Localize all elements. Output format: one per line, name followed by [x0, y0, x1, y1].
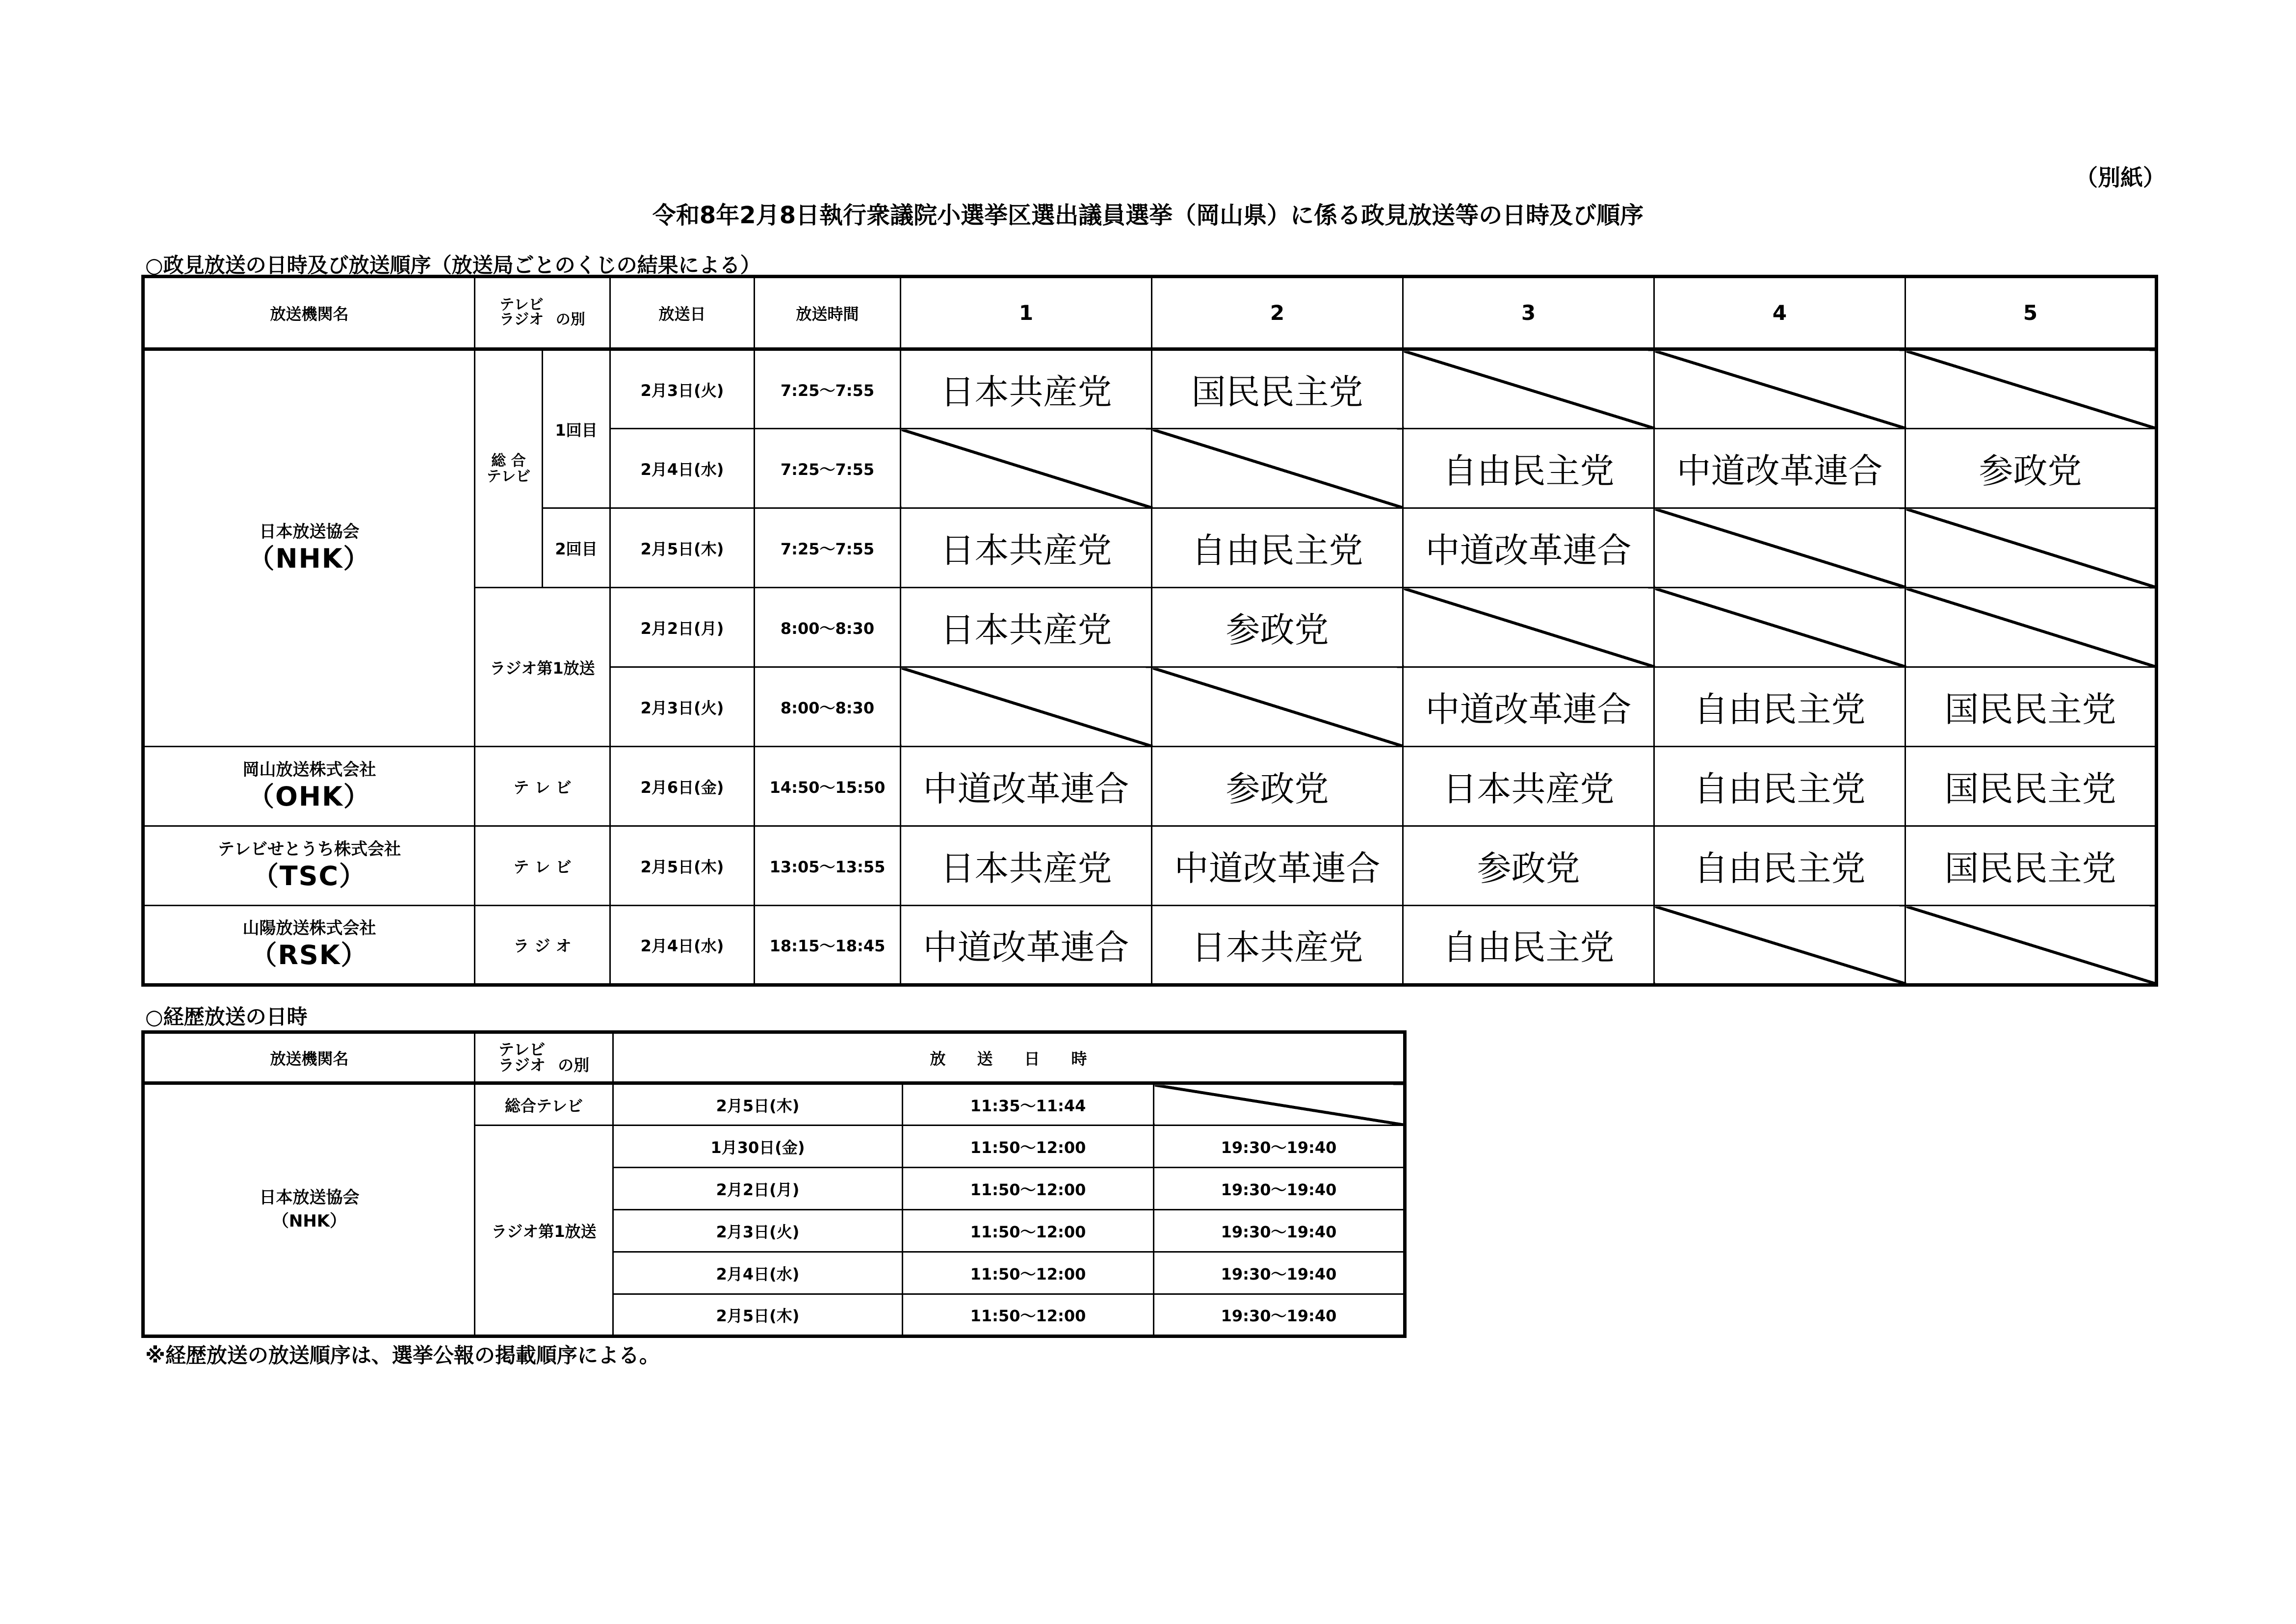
empty-slot	[1905, 508, 2157, 588]
policy-broadcast-table	[141, 275, 2158, 987]
station-nhk: 日本放送協会 （NHK）	[143, 349, 475, 747]
broadcast-time: 14:50～15:50	[755, 747, 901, 826]
empty-slot	[1905, 906, 2157, 985]
broadcast-time-2: 19:30～19:40	[1154, 1210, 1405, 1252]
media-type: テ レ ビ	[475, 826, 610, 906]
broadcast-date: 2月2日(月)	[610, 588, 755, 667]
broadcast-time: 8:00～8:30	[755, 588, 901, 667]
nhk-general-tv-label: 総 合 テレビ	[475, 349, 543, 588]
broadcast-date: 2月5日(木)	[610, 826, 755, 906]
broadcast-time-1: 11:35～11:44	[903, 1083, 1154, 1126]
empty-slot	[1654, 349, 1905, 429]
empty-slot	[1403, 588, 1654, 667]
header-tv-radio: テレビ ラジオ の別	[475, 1032, 613, 1083]
header-tv-radio: テレビ ラジオ の別	[475, 277, 610, 349]
broadcast-time-2: 19:30～19:40	[1154, 1252, 1405, 1294]
nhk-radio1-label: ラジオ第1放送	[475, 588, 610, 747]
header-station: 放送機関名	[143, 1032, 475, 1083]
media-type: テ レ ビ	[475, 747, 610, 826]
empty-slot	[1654, 508, 1905, 588]
broadcast-date: 2月5日(木)	[613, 1083, 903, 1126]
header-order-1: 1	[901, 277, 1152, 349]
broadcast-time-1: 11:50～12:00	[903, 1294, 1154, 1336]
header-order-3: 3	[1403, 277, 1654, 349]
party-slot-1: 日本共産党	[901, 588, 1152, 667]
career-broadcast-table	[141, 1030, 1407, 1338]
party-slot-4: 自由民主党	[1654, 667, 1905, 747]
party-slot-1: 中道改革連合	[901, 747, 1152, 826]
table-header-row	[143, 1032, 1405, 1083]
section-heading-career-broadcast: ○経歴放送の日時	[145, 1005, 308, 1029]
page-title: 令和8年2月8日執行衆議院小選挙区選出議員選挙（岡山県）に係る政見放送等の日時及び順序	[652, 202, 1644, 229]
first-round-label: 1回目	[543, 349, 610, 508]
table-row	[143, 906, 2157, 985]
footnote: ※経歴放送の放送順序は、選挙公報の掲載順序による。	[145, 1343, 660, 1367]
broadcast-time: 7:25～7:55	[755, 429, 901, 508]
broadcast-date: 2月4日(水)	[613, 1252, 903, 1294]
party-slot-2: 中道改革連合	[1152, 826, 1403, 906]
empty-slot	[1152, 429, 1403, 508]
nhk-radio1-label: ラジオ第1放送	[475, 1126, 613, 1336]
table-row	[143, 826, 2157, 906]
station-nhk: 日本放送協会 （NHK）	[143, 1083, 475, 1336]
empty-slot	[901, 429, 1152, 508]
broadcast-time: 18:15～18:45	[755, 906, 901, 985]
empty-slot	[1905, 588, 2157, 667]
station-rsk: 山陽放送株式会社 （RSK）	[143, 906, 475, 985]
empty-slot	[1654, 588, 1905, 667]
header-date: 放送日	[610, 277, 755, 349]
broadcast-date: 2月5日(木)	[610, 508, 755, 588]
party-slot-1: 日本共産党	[901, 349, 1152, 429]
broadcast-time-1: 11:50～12:00	[903, 1126, 1154, 1168]
media-type: ラ ジ オ	[475, 906, 610, 985]
station-tsc: テレビせとうち株式会社 （TSC）	[143, 826, 475, 906]
party-slot-5: 国民民主党	[1905, 667, 2157, 747]
party-slot-4: 中道改革連合	[1654, 429, 1905, 508]
table-row	[143, 747, 2157, 826]
party-slot-3: 参政党	[1403, 826, 1654, 906]
broadcast-time: 7:25～7:55	[755, 349, 901, 429]
party-slot-5: 参政党	[1905, 429, 2157, 508]
party-slot-2: 日本共産党	[1152, 906, 1403, 985]
header-datetime: 放 送 日 時	[613, 1032, 1405, 1083]
broadcast-time-2: 19:30～19:40	[1154, 1168, 1405, 1210]
party-slot-2: 国民民主党	[1152, 349, 1403, 429]
broadcast-date: 2月6日(金)	[610, 747, 755, 826]
party-slot-5: 国民民主党	[1905, 747, 2157, 826]
party-slot-1: 日本共産党	[901, 508, 1152, 588]
appendix-label: （別紙）	[2075, 164, 2166, 191]
party-slot-5: 国民民主党	[1905, 826, 2157, 906]
party-slot-3: 中道改革連合	[1403, 508, 1654, 588]
party-slot-3: 中道改革連合	[1403, 667, 1654, 747]
party-slot-2: 自由民主党	[1152, 508, 1403, 588]
table-row	[143, 1083, 1405, 1126]
empty-slot	[1154, 1083, 1405, 1126]
empty-slot	[1152, 667, 1403, 747]
party-slot-3: 自由民主党	[1403, 906, 1654, 985]
header-time: 放送時間	[755, 277, 901, 349]
broadcast-time-2: 19:30～19:40	[1154, 1294, 1405, 1336]
broadcast-date: 2月3日(火)	[610, 349, 755, 429]
broadcast-date: 1月30日(金)	[613, 1126, 903, 1168]
broadcast-date: 2月3日(火)	[613, 1210, 903, 1252]
broadcast-time: 8:00～8:30	[755, 667, 901, 747]
header-order-2: 2	[1152, 277, 1403, 349]
section-heading-policy-broadcast: ○政見放送の日時及び放送順序（放送局ごとのくじの結果による）	[145, 253, 761, 277]
party-slot-4: 自由民主党	[1654, 826, 1905, 906]
broadcast-date: 2月4日(水)	[610, 906, 755, 985]
broadcast-date: 2月2日(月)	[613, 1168, 903, 1210]
second-round-label: 2回目	[543, 508, 610, 588]
broadcast-date: 2月3日(火)	[610, 667, 755, 747]
party-slot-3: 自由民主党	[1403, 429, 1654, 508]
broadcast-time-1: 11:50～12:00	[903, 1168, 1154, 1210]
broadcast-time: 13:05～13:55	[755, 826, 901, 906]
broadcast-time-2: 19:30～19:40	[1154, 1126, 1405, 1168]
broadcast-time: 7:25～7:55	[755, 508, 901, 588]
header-order-5: 5	[1905, 277, 2157, 349]
broadcast-date: 2月5日(木)	[613, 1294, 903, 1336]
station-ohk: 岡山放送株式会社 （OHK）	[143, 747, 475, 826]
broadcast-time-1: 11:50～12:00	[903, 1210, 1154, 1252]
table-row	[143, 349, 2157, 429]
party-slot-3: 日本共産党	[1403, 747, 1654, 826]
nhk-general-tv-label: 総合テレビ	[475, 1083, 613, 1126]
header-order-4: 4	[1654, 277, 1905, 349]
empty-slot	[1905, 349, 2157, 429]
party-slot-2: 参政党	[1152, 747, 1403, 826]
broadcast-date: 2月4日(水)	[610, 429, 755, 508]
empty-slot	[1654, 906, 1905, 985]
party-slot-1: 日本共産党	[901, 826, 1152, 906]
empty-slot	[901, 667, 1152, 747]
header-station: 放送機関名	[143, 277, 475, 349]
party-slot-2: 参政党	[1152, 588, 1403, 667]
party-slot-4: 自由民主党	[1654, 747, 1905, 826]
empty-slot	[1403, 349, 1654, 429]
table-header-row	[143, 277, 2157, 349]
party-slot-1: 中道改革連合	[901, 906, 1152, 985]
broadcast-time-1: 11:50～12:00	[903, 1252, 1154, 1294]
